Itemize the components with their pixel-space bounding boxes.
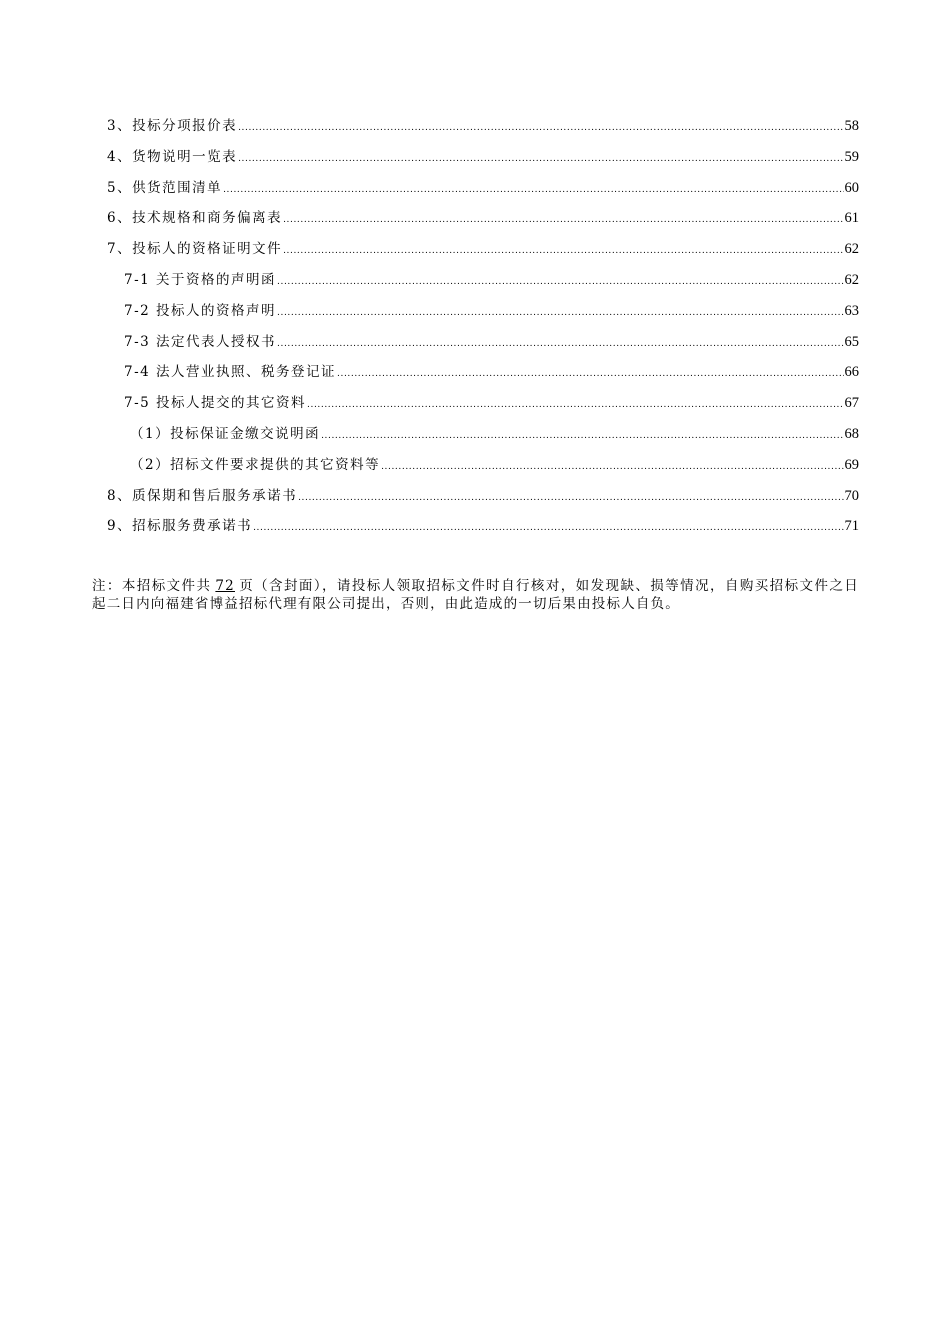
toc-page-number: 68 xyxy=(844,425,859,442)
toc-dot-leader xyxy=(307,394,843,416)
toc-entry-label: 8、质保期和售后服务承诺书 xyxy=(107,487,298,504)
toc-dot-leader xyxy=(238,117,843,139)
toc-page-number: 70 xyxy=(844,487,859,504)
toc-page-number: 67 xyxy=(844,395,859,412)
note-prefix: 注：本招标文件共 xyxy=(92,577,212,594)
document-note xyxy=(92,577,859,614)
table-of-contents xyxy=(92,115,859,546)
toc-entry-label: （2）招标文件要求提供的其它资料等 xyxy=(130,456,381,473)
toc-entry[interactable] xyxy=(92,485,859,516)
toc-dot-leader xyxy=(277,302,843,324)
toc-entry-label: 7-3 法定代表人授权书 xyxy=(124,333,277,350)
toc-dot-leader xyxy=(277,271,843,293)
toc-entry-label: 9、招标服务费承诺书 xyxy=(107,518,253,535)
toc-page-number: 66 xyxy=(844,364,859,381)
toc-entry[interactable] xyxy=(92,361,859,392)
toc-entry[interactable] xyxy=(92,207,859,238)
toc-page-number: 61 xyxy=(844,210,859,227)
toc-page-number: 63 xyxy=(844,302,859,319)
note-suffix: 页（含封面），请投标人领取招标文件时自行核对，如发现缺、损等情况，自购买招标文件之日起二日内向福建省博益招标代理有限公司提出，否则，由此造成的一切后果由投标人自负。 xyxy=(92,577,859,612)
toc-dot-leader xyxy=(321,425,843,447)
toc-dot-leader xyxy=(381,456,843,478)
toc-entry[interactable] xyxy=(92,392,859,423)
toc-entry[interactable] xyxy=(92,331,859,362)
toc-entry[interactable] xyxy=(92,423,859,454)
toc-entry-label: 3、投标分项报价表 xyxy=(107,118,238,134)
toc-entry[interactable] xyxy=(92,238,859,269)
toc-entry-label: 6、技术规格和商务偏离表 xyxy=(107,210,283,227)
toc-entry[interactable] xyxy=(92,115,859,146)
toc-entry[interactable] xyxy=(92,300,859,331)
toc-page-number: 62 xyxy=(844,271,859,288)
toc-dot-leader xyxy=(337,363,843,385)
toc-entry[interactable] xyxy=(92,454,859,485)
toc-page-number: 58 xyxy=(844,118,859,134)
toc-entry-label: 7-1 关于资格的声明函 xyxy=(124,271,277,288)
toc-dot-leader xyxy=(238,148,843,170)
toc-entry-label: （1）投标保证金缴交说明函 xyxy=(130,425,321,442)
note-page-count: 72 xyxy=(215,577,235,594)
toc-dot-leader xyxy=(277,333,843,355)
toc-dot-leader xyxy=(283,240,843,262)
toc-page-number: 62 xyxy=(844,241,859,258)
toc-dot-leader xyxy=(223,179,843,201)
toc-dot-leader xyxy=(283,209,843,231)
toc-page-number: 60 xyxy=(844,179,859,196)
toc-page-number: 59 xyxy=(844,148,859,165)
toc-entry-label: 4、货物说明一览表 xyxy=(107,148,238,165)
toc-entry-label: 7-5 投标人提交的其它资料 xyxy=(124,395,307,412)
toc-entry[interactable] xyxy=(92,146,859,177)
toc-page-number: 65 xyxy=(844,333,859,350)
toc-page-number: 69 xyxy=(844,456,859,473)
toc-entry-label: 5、供货范围清单 xyxy=(107,179,223,196)
toc-entry[interactable] xyxy=(92,515,859,546)
toc-entry[interactable] xyxy=(92,269,859,300)
toc-dot-leader xyxy=(298,487,843,509)
toc-entry-label: 7-4 法人营业执照、税务登记证 xyxy=(124,364,337,381)
toc-page-number: 71 xyxy=(844,518,859,535)
toc-entry-label: 7-2 投标人的资格声明 xyxy=(124,302,277,319)
toc-dot-leader xyxy=(253,517,843,539)
toc-entry-label: 7、投标人的资格证明文件 xyxy=(107,241,283,258)
toc-entry[interactable] xyxy=(92,177,859,208)
